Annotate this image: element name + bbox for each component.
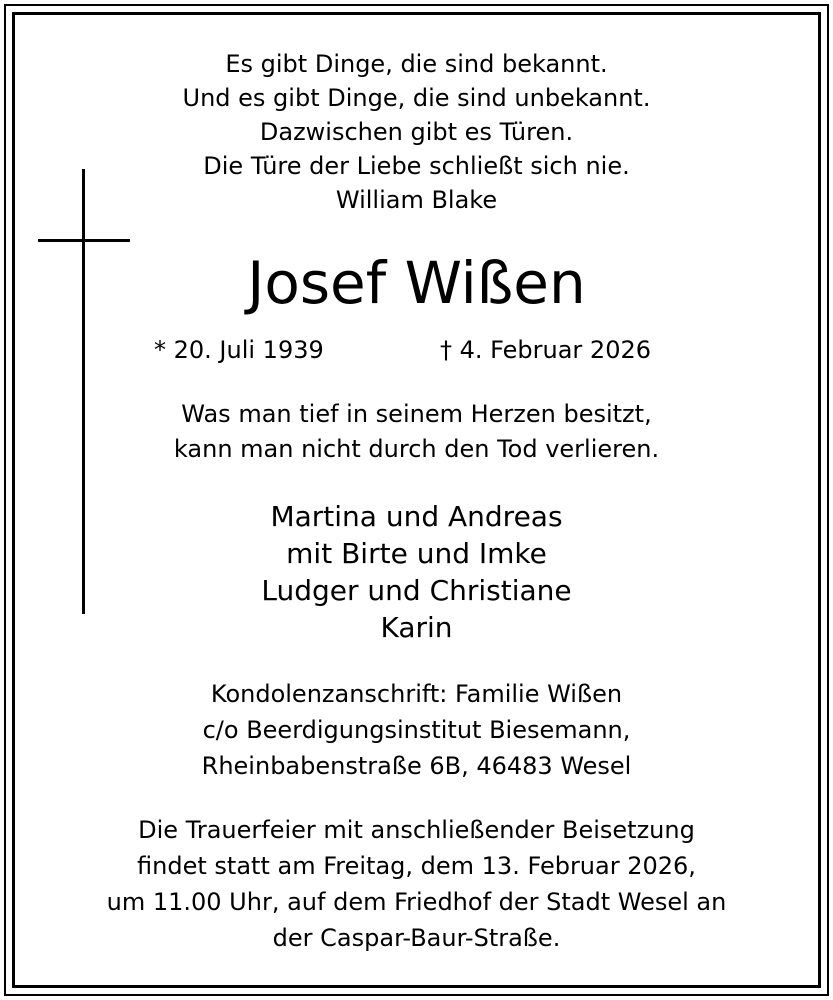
- quote-line: Es gibt Dinge, die sind bekannt.: [225, 50, 608, 78]
- address-line: Rheinbabenstraße 6B, 46483 Wesel: [201, 752, 632, 780]
- quote-line: Dazwischen gibt es Türen.: [259, 118, 574, 146]
- deceased-name: Josef Wißen: [247, 249, 586, 317]
- funeral-service-info: [30, 812, 803, 956]
- service-line: um 11.00 Uhr, auf dem Friedhof der Stadt Wesel an: [106, 888, 727, 916]
- family-line: Martina und Andreas: [270, 500, 563, 533]
- quote-line: Die Türe der Liebe schließt sich nie.: [203, 152, 630, 180]
- family-block: [30, 498, 803, 646]
- address-line: c/o Beerdigungsinstitut Biesemann,: [202, 716, 631, 744]
- saying-line: Was man tief in seinem Herzen besitzt,: [181, 400, 652, 428]
- cross-horizontal-bar: [38, 239, 130, 242]
- saying-block: [30, 397, 803, 467]
- quote-block: [30, 47, 803, 217]
- service-line: der Caspar-Baur-Straße.: [272, 924, 561, 952]
- service-line: findet statt am Freitag, dem 13. Februar 2026,: [137, 852, 696, 880]
- quote-author: William Blake: [335, 186, 498, 214]
- family-line: Karin: [380, 611, 453, 644]
- quote-line: Und es gibt Dinge, die sind unbekannt.: [182, 84, 651, 112]
- saying-line: kann man nicht durch den Tod verlieren.: [173, 435, 660, 463]
- family-line: Ludger und Christiane: [261, 574, 572, 607]
- condolence-address: [30, 676, 803, 784]
- address-line: Kondolenzanschrift: Familie Wißen: [210, 680, 623, 708]
- birth-date: * 20. Juli 1939: [154, 336, 324, 364]
- service-line: Die Trauerfeier mit anschließender Beisetzung: [138, 816, 695, 844]
- death-date: † 4. Februar 2026: [440, 336, 652, 364]
- family-line: mit Birte und Imke: [286, 537, 547, 570]
